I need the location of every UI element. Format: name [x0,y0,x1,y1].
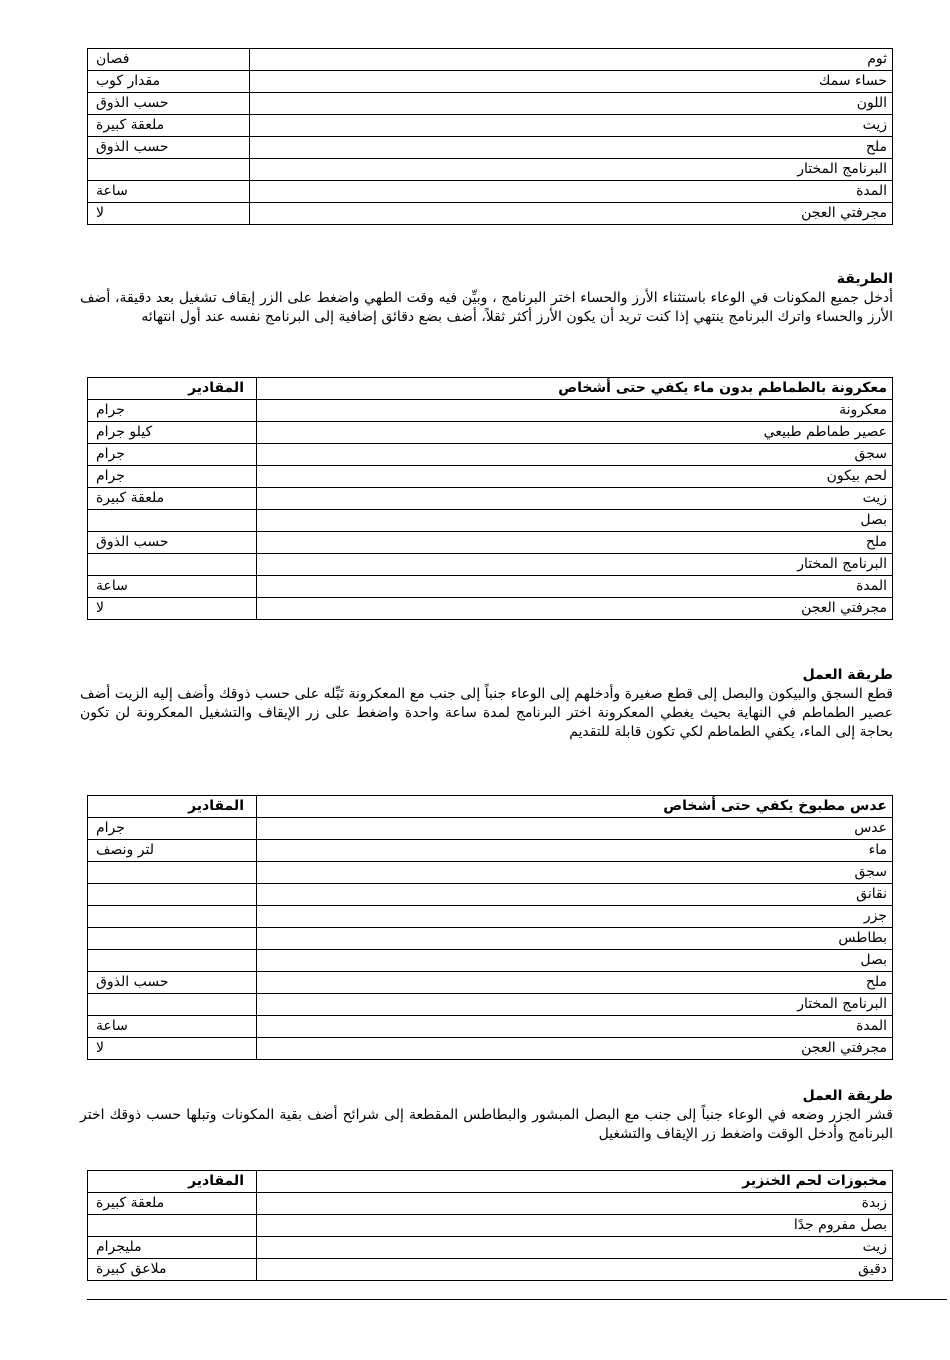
table-row [88,1016,893,1038]
ingredient-quantity-cell-text: حسب الذوق [96,139,169,155]
ingredient-name-cell-text: دقيق [858,1261,887,1277]
table-row [88,93,893,115]
method-text: أدخل جميع المكونات في الوعاء باستثناء الأرز والحساء اختر البرنامج ، وبيِّن فيه وقت الطهي واضغط على الزر إيقاف تشغيل بعد دقيقة، أضف الأرز والحساء واترك البرنامج ينتهي إذا كنت تريد أن يكون الأرز أكثر ثقلاً، أضف بضع دقائق إضافية إلى البرنامج نفسه عند أول انتهائه [80,290,893,325]
ingredient-name-cell [257,422,893,444]
ingredient-quantity-cell-text: ساعة [96,1018,128,1034]
table-row [88,994,893,1016]
ingredient-name-cell [250,115,893,137]
table-row [88,1038,893,1060]
table-row [88,1193,893,1215]
table-row [88,554,893,576]
ingredient-name-cell-text: جزر [863,908,887,924]
table-row [88,422,893,444]
ingredient-quantity-cell-text: حسب الذوق [96,974,169,990]
method-text: قطع السجق والبيكون والبصل إلى قطع صغيرة وأدخلهم إلى الوعاء جنباً إلى جنب مع المعكرونة تَبِّله على حسب ذوقك وأضف إليه الزيت أضف عصير الطماطم في النهاية بحيث يغطي المعكرونة اختر البرنامج لمدة ساعة واحدة واضغط على زر الإيقاف والتشغيل المعكرونة لن تكون بحاجة إلى الماء، يكفي الطماطم لكي تكون قابلة للتقديم [80,686,893,740]
ingredient-quantity-cell [88,554,257,576]
ingredient-quantity-cell-text: لا [96,1040,104,1056]
ingredient-quantity-cell-text: ملعقة كبيرة [96,117,165,133]
method-title: الطريقة [836,271,893,287]
ingredient-name-cell-text: زيت [862,117,887,133]
quantities-header-cell [88,796,257,818]
ingredient-name-cell [250,203,893,225]
ingredient-name-cell-text: ماء [868,842,887,858]
ingredient-quantity-cell [88,444,257,466]
quantities-header-cell-text: المقادير [188,380,244,396]
ingredient-name-cell [257,576,893,598]
table-row [88,1237,893,1259]
ingredient-name-cell [257,1038,893,1060]
ingredient-quantity-cell-text: جرام [96,820,125,836]
ingredient-quantity-cell [88,1215,257,1237]
ingredient-name-cell-text: زيت [862,490,887,506]
ingredients-table-pasta [87,377,893,620]
ingredient-name-cell-text: مجرفتي العجن [801,205,887,221]
ingredient-quantity-cell-text: فصان [96,51,130,67]
ingredient-name-cell [257,994,893,1016]
quantities-header-cell-text: المقادير [188,1173,244,1189]
ingredient-name-cell-text: نقانق [856,886,887,902]
ingredient-quantity-cell [88,422,257,444]
ingredient-name-cell-text: اللون [856,95,887,111]
ingredient-quantity-cell [88,93,250,115]
ingredient-name-cell [257,818,893,840]
method-section-1 [80,270,893,327]
ingredient-name-cell [250,159,893,181]
ingredient-quantity-cell [88,181,250,203]
table-row [88,488,893,510]
ingredient-quantity-cell [88,1016,257,1038]
ingredient-name-cell [257,598,893,620]
ingredient-name-cell-text: بطاطس [838,930,887,946]
table-row [88,203,893,225]
ingredient-quantity-cell [88,400,257,422]
ingredient-quantity-cell-text: حسب الذوق [96,534,169,550]
ingredient-quantity-cell-text: لا [96,205,104,221]
table-row [88,1259,893,1281]
ingredient-name-cell [257,950,893,972]
ingredient-name-cell-text: البرنامج المختار [797,996,887,1012]
ingredient-quantity-cell [88,884,257,906]
ingredient-name-cell-text: المدة [856,183,887,199]
ingredients-table-fish-soup [87,48,893,225]
ingredient-name-cell-text: بصل [860,952,887,968]
ingredient-name-cell [257,1193,893,1215]
ingredient-name-cell [250,181,893,203]
ingredient-quantity-cell [88,906,257,928]
ingredient-quantity-cell-text: جرام [96,402,125,418]
ingredient-name-cell-text: ثوم [867,51,887,67]
table-row [88,115,893,137]
table-row [88,576,893,598]
ingredient-name-cell [257,444,893,466]
table-row [88,906,893,928]
ingredient-quantity-cell-text: ملاعق كبيرة [96,1261,167,1277]
ingredient-name-cell-text: بصل [860,512,887,528]
ingredient-name-cell [250,93,893,115]
ingredient-quantity-cell-text: حسب الذوق [96,95,169,111]
ingredient-quantity-cell [88,115,250,137]
ingredient-quantity-cell [88,49,250,71]
ingredient-name-cell-text: سجق [854,864,887,880]
ingredient-quantity-cell [88,510,257,532]
ingredient-quantity-cell [88,466,257,488]
ingredient-name-cell [257,840,893,862]
ingredient-name-cell-text: المدة [856,1018,887,1034]
page-footer-rule [87,1299,947,1300]
ingredient-name-cell [257,884,893,906]
table-row [88,532,893,554]
ingredient-quantity-cell [88,928,257,950]
ingredient-quantity-cell [88,488,257,510]
ingredient-name-cell [257,972,893,994]
table-row [88,181,893,203]
ingredient-name-cell [257,1215,893,1237]
ingredient-name-cell-text: البرنامج المختار [797,556,887,572]
ingredient-quantity-cell-text: مليجرام [96,1239,142,1255]
ingredient-name-cell [250,71,893,93]
recipe-title-cell-text: معكرونة بالطماطم بدون ماء يكفي حتى أشخاص [558,380,887,396]
table-row [88,598,893,620]
ingredient-quantity-cell [88,994,257,1016]
method-section-3 [80,1087,893,1144]
ingredient-quantity-cell [88,950,257,972]
table-row [88,71,893,93]
ingredient-quantity-cell [88,159,250,181]
recipe-title-cell [257,378,893,400]
ingredient-name-cell-text: ملح [865,139,887,155]
ingredient-name-cell [257,1016,893,1038]
ingredient-name-cell-text: زيت [862,1239,887,1255]
ingredient-quantity-cell-text: لا [96,600,104,616]
ingredient-quantity-cell [88,1193,257,1215]
ingredient-name-cell-text: البرنامج المختار [797,161,887,177]
table-row [88,818,893,840]
method-text: قشر الجزر وضعه في الوعاء جنباً إلى جنب مع البصل المبشور والبطاطس المقطعة إلى شرائح أضف بقية المكونات وتبلها حسب ذوقك اختر البرنامج وأدخل الوقت واضغط زر الإيقاف والتشغيل [80,1107,893,1142]
ingredient-quantity-cell-text: ساعة [96,183,128,199]
quantities-header-cell-text: المقادير [188,798,244,814]
quantities-header-cell [88,1171,257,1193]
method-title: طريقة العمل [802,1088,893,1104]
table-row [88,159,893,181]
table-row [88,466,893,488]
ingredient-name-cell-text: مجرفتي العجن [801,1040,887,1056]
table-row [88,49,893,71]
table-row [88,400,893,422]
recipe-title-cell [257,1171,893,1193]
table-header-row [88,378,893,400]
ingredient-quantity-cell-text: ملعقة كبيرة [96,1195,165,1211]
table-row [88,444,893,466]
ingredient-quantity-cell-text: كيلو جرام [96,424,153,440]
quantities-header-cell [88,378,257,400]
ingredient-name-cell-text: حساء سمك [818,73,887,89]
ingredient-name-cell [257,400,893,422]
ingredient-quantity-cell [88,137,250,159]
ingredient-quantity-cell [88,71,250,93]
method-title: طريقة العمل [802,667,893,683]
method-section-2 [80,666,893,742]
table-row [88,510,893,532]
recipe-title-cell [257,796,893,818]
table-row [88,972,893,994]
ingredient-quantity-cell-text: جرام [96,468,125,484]
ingredient-name-cell [257,554,893,576]
ingredient-name-cell-text: ملح [865,534,887,550]
ingredient-name-cell [257,906,893,928]
ingredient-quantity-cell [88,203,250,225]
ingredient-name-cell [257,488,893,510]
table-row [88,884,893,906]
ingredient-quantity-cell-text: ملعقة كبيرة [96,490,165,506]
ingredient-name-cell-text: زبدة [861,1195,887,1211]
recipe-title-cell-text: عدس مطبوخ يكفي حتى أشخاص [663,798,887,814]
table-header-row [88,1171,893,1193]
ingredient-quantity-cell-text: لتر ونصف [96,842,154,858]
table-row [88,1215,893,1237]
table-row [88,928,893,950]
table-header-row [88,796,893,818]
ingredient-quantity-cell [88,818,257,840]
ingredient-quantity-cell [88,972,257,994]
ingredient-name-cell [250,137,893,159]
ingredient-name-cell [257,466,893,488]
ingredient-name-cell [257,1237,893,1259]
ingredient-name-cell [257,532,893,554]
ingredient-quantity-cell [88,576,257,598]
ingredient-quantity-cell [88,598,257,620]
ingredient-name-cell [257,510,893,532]
table-row [88,862,893,884]
ingredient-name-cell-text: المدة [856,578,887,594]
ingredient-name-cell [257,862,893,884]
ingredient-quantity-cell [88,1237,257,1259]
ingredient-name-cell-text: مجرفتي العجن [801,600,887,616]
recipe-title-cell-text: مخبوزات لحم الخنزير [742,1173,887,1189]
table-row [88,950,893,972]
ingredient-name-cell-text: ملح [865,974,887,990]
ingredient-name-cell-text: معكرونة [839,402,887,418]
ingredient-quantity-cell [88,1038,257,1060]
ingredient-quantity-cell [88,862,257,884]
ingredient-quantity-cell [88,840,257,862]
ingredient-name-cell [257,1259,893,1281]
ingredient-name-cell-text: سجق [854,446,887,462]
ingredient-quantity-cell [88,1259,257,1281]
ingredients-table-pork-pastry [87,1170,893,1281]
table-row [88,137,893,159]
ingredient-name-cell-text: بصل مفروم جدًا [793,1217,887,1233]
ingredients-table-lentils [87,795,893,1060]
ingredient-quantity-cell [88,532,257,554]
table-row [88,840,893,862]
ingredient-quantity-cell-text: جرام [96,446,125,462]
ingredient-name-cell [250,49,893,71]
ingredient-quantity-cell-text: ساعة [96,578,128,594]
ingredient-name-cell-text: لحم بيكون [826,468,887,484]
ingredient-quantity-cell-text: مقدار كوب [96,73,161,89]
ingredient-name-cell-text: عصير طماطم طبيعي [763,424,887,440]
ingredient-name-cell-text: عدس [854,820,887,836]
ingredient-name-cell [257,928,893,950]
